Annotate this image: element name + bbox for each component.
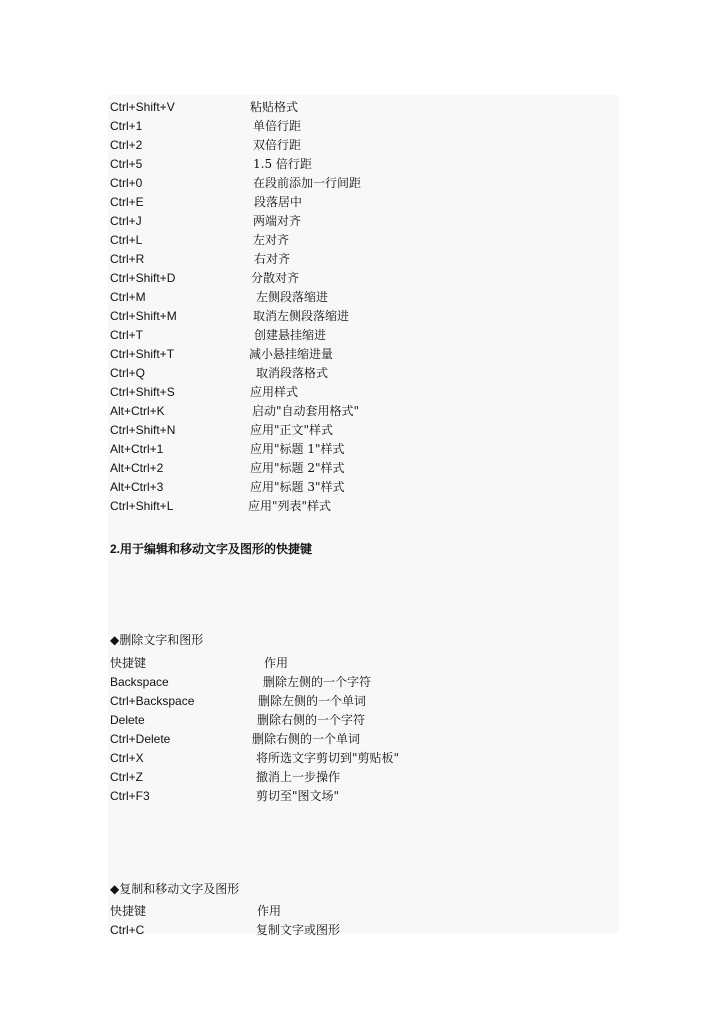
column-header-action: 作用 [264,656,289,670]
shortcut-action: 创建悬挂缩进 [254,328,327,342]
shortcut-key: Ctrl+Shift+N [110,423,176,437]
shortcut-action: 减小悬挂缩进量 [249,347,334,361]
shortcut-key: Ctrl+T [110,328,143,342]
shortcut-action: 删除左侧的一个单词 [258,694,367,708]
shortcut-key: Ctrl+Shift+S [110,385,175,399]
shortcut-key: Ctrl+Delete [110,732,171,746]
shortcut-key: Ctrl+5 [110,157,143,171]
shortcut-action: 删除右侧的一个字符 [257,713,366,727]
shortcut-key: Ctrl+L [110,233,143,247]
shortcut-action: 删除左侧的一个字符 [263,675,372,689]
shortcut-key: Ctrl+1 [110,119,143,133]
document-panel [108,95,619,933]
shortcut-action: 应用样式 [250,385,299,399]
shortcut-key: Ctrl+M [110,290,146,304]
column-header-key: 快捷键 [110,656,147,670]
shortcut-action: 撤消上一步操作 [256,770,341,784]
subsection-title: ◆删除文字和图形 [110,633,204,647]
shortcut-key: Ctrl+C [110,923,145,937]
shortcut-key: Ctrl+E [110,195,144,209]
shortcut-action: 左侧段落缩进 [256,290,329,304]
shortcut-key: Ctrl+F3 [110,789,150,803]
shortcut-action: 启动"自动套用格式" [252,404,360,418]
shortcut-key: Ctrl+X [110,751,144,765]
shortcut-key: Ctrl+Shift+D [110,271,176,285]
shortcut-key: Ctrl+2 [110,138,143,152]
shortcut-action: 复制文字或图形 [256,923,341,937]
shortcut-key: Backspace [110,675,169,689]
shortcut-key: Ctrl+Backspace [110,694,195,708]
column-header-key: 快捷键 [110,904,147,918]
shortcut-action: 段落居中 [254,195,303,209]
shortcut-action: 分散对齐 [251,271,300,285]
shortcut-key: Ctrl+Q [110,366,146,380]
shortcut-action: 应用"标题 3"样式 [250,480,345,494]
shortcut-action: 应用"标题 2"样式 [250,461,345,475]
shortcut-action: 将所选文字剪切到"剪贴板" [256,751,400,765]
shortcut-action: 取消段落格式 [256,366,329,380]
shortcut-key: Ctrl+0 [110,176,143,190]
shortcut-key: Alt+Ctrl+K [110,404,165,418]
shortcut-action: 删除右侧的一个单词 [252,732,361,746]
shortcut-action: 应用"列表"样式 [248,499,332,513]
shortcut-key: Ctrl+Shift+V [110,100,175,114]
shortcut-action: 在段前添加一行间距 [253,176,362,190]
subsection-title: ◆复制和移动文字及图形 [110,882,240,896]
shortcut-key: Alt+Ctrl+2 [110,461,164,475]
section-heading: 2.用于编辑和移动文字及图形的快捷键 [110,542,313,556]
shortcut-key: Ctrl+R [110,252,145,266]
shortcut-action: 粘贴格式 [250,100,299,114]
shortcut-key: Ctrl+J [110,214,142,228]
shortcut-action: 左对齐 [253,233,290,247]
shortcut-key: Delete [110,713,145,727]
column-header-action: 作用 [257,904,282,918]
shortcut-key: Ctrl+Z [110,770,143,784]
shortcut-action: 应用"正文"样式 [250,423,334,437]
shortcut-action: 两端对齐 [253,214,302,228]
shortcut-key: Ctrl+Shift+M [110,309,177,323]
shortcut-action: 1.5 倍行距 [253,157,312,171]
shortcut-action: 双倍行距 [253,138,302,152]
shortcut-action: 单倍行距 [253,119,302,133]
shortcut-action: 应用"标题 1"样式 [250,442,345,456]
shortcut-key: Alt+Ctrl+1 [110,442,164,456]
shortcut-key: Ctrl+Shift+L [110,499,174,513]
shortcut-action: 取消左侧段落缩进 [253,309,350,323]
shortcut-key: Ctrl+Shift+T [110,347,175,361]
shortcut-action: 右对齐 [254,252,291,266]
shortcut-action: 剪切至"图文场" [256,789,340,803]
shortcut-key: Alt+Ctrl+3 [110,480,164,494]
